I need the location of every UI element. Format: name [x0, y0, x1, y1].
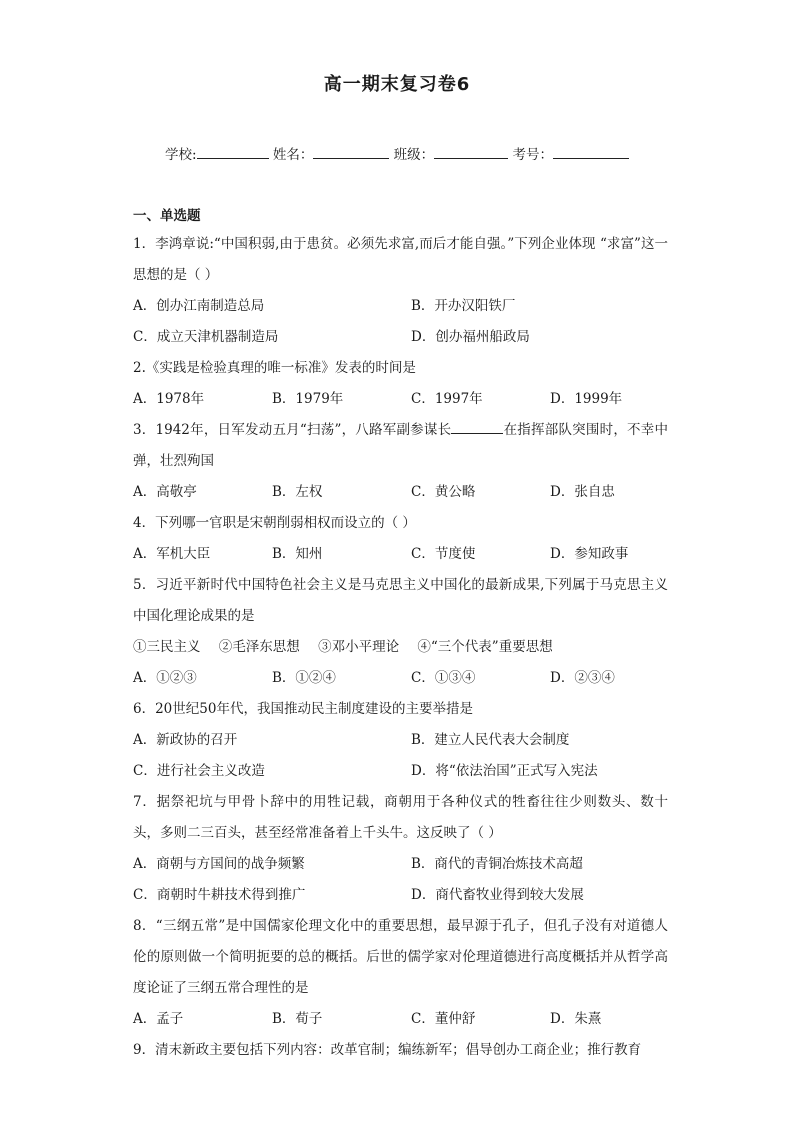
school-label: 学校:	[165, 147, 197, 163]
question-1-options	[133, 291, 693, 322]
question-5-option-c[interactable]: C．①③④	[411, 670, 476, 686]
question-5-item-1: ①三民主义	[133, 639, 201, 655]
page-title: 高一期末复习卷6	[323, 74, 471, 95]
question-2-option-a[interactable]: A．1978年	[133, 391, 205, 407]
question-4-option-d[interactable]: D．参知政事	[550, 546, 629, 562]
question-7-text: 7．据祭祀坑与甲骨卜辞中的用牲记载，商朝用于各种仪式的牲畜往往少则数头、数十头，多则二三百头，甚至经常准备着上千头牛。这反映了（ ）	[133, 794, 668, 841]
question-2-option-c[interactable]: C．1997年	[411, 391, 483, 407]
exam-number-blank[interactable]	[553, 146, 629, 159]
question-2-options	[133, 384, 693, 415]
question-6-options-row2	[133, 756, 693, 787]
question-5-items	[133, 632, 668, 663]
question-1-option-a[interactable]: A．创办江南制造总局	[133, 298, 265, 314]
question-5-item-2: ②毛泽东思想	[218, 639, 300, 655]
question-9-text: 9．清末新政主要包括下列内容：改革官制；编练新军；倡导创办工商企业；推行教育	[133, 1042, 642, 1058]
question-4-option-b[interactable]: B．知州	[272, 546, 323, 562]
question-7-option-a[interactable]: A．商朝与方国间的战争频繁	[133, 856, 305, 872]
question-3-options	[133, 477, 693, 508]
question-6-options	[133, 725, 693, 756]
question-7-option-c[interactable]: C．商朝时牛耕技术得到推广	[133, 887, 306, 903]
question-6-option-d[interactable]: D．将“依法治国”正式写入宪法	[411, 763, 598, 779]
question-4-text: 4．下列哪一官职是宋朝削弱相权而设立的（ ）	[133, 515, 416, 531]
question-1-text: 1．李鸿章说:“中国积弱,由于患贫。必须先求富,而后才能自强。”下列企业体现 “求富”这一思想的是（ ）	[133, 236, 668, 283]
class-blank[interactable]	[434, 146, 508, 159]
question-1-options-row2	[133, 322, 693, 353]
question-3-answer-blank[interactable]	[451, 419, 503, 434]
question-1-option-c[interactable]: C．成立天津机器制造局	[133, 329, 279, 345]
question-3-text	[133, 415, 668, 477]
question-list	[133, 205, 668, 1066]
question-3-option-d[interactable]: D．张自忠	[550, 484, 615, 500]
question-1-option-b[interactable]: B．开办汉阳铁厂	[411, 298, 516, 314]
question-2-text: 2.《实践是检验真理的唯一标准》发表的时间是	[133, 360, 416, 376]
class-label: 班级：	[393, 147, 435, 163]
question-5-option-d[interactable]: D．②③④	[550, 670, 615, 686]
question-6-option-a[interactable]: A．新政协的召开	[133, 732, 238, 748]
exam-number-label: 考号：	[512, 147, 553, 163]
question-7-options	[133, 849, 693, 880]
question-6-option-b[interactable]: B．建立人民代表大会制度	[411, 732, 570, 748]
question-7-options-row2	[133, 880, 693, 911]
name-blank[interactable]	[313, 146, 389, 159]
question-4-option-a[interactable]: A．军机大臣	[133, 546, 211, 562]
question-7-option-d[interactable]: D．商代畜牧业得到较大发展	[411, 887, 584, 903]
question-6-option-c[interactable]: C．进行社会主义改造	[133, 763, 265, 779]
question-8-text: 8．“三纲五常”是中国儒家伦理文化中的重要思想，最早源于孔子，但孔子没有对道德人伦的原则做一个简明扼要的总的概括。后世的儒学家对伦理道德进行高度概括并从哲学高度论证了三纲五常合理性的是	[133, 918, 668, 996]
question-4-option-c[interactable]: C．节度使	[411, 546, 476, 562]
question-2-option-d[interactable]: D．1999年	[550, 391, 623, 407]
question-5-text: 5．习近平新时代中国特色社会主义是马克思主义中国化的最新成果,下列属于马克思主义中国化理论成果的是	[133, 577, 668, 624]
question-8-option-d[interactable]: D．朱熹	[550, 1011, 602, 1027]
school-blank[interactable]	[197, 146, 269, 159]
question-3-text-after: 在指挥部队突围时，不幸中弹，壮烈殉国	[133, 422, 669, 469]
question-8-option-c[interactable]: C．董仲舒	[411, 1011, 476, 1027]
question-4-options	[133, 539, 693, 570]
question-1-option-d[interactable]: D．创办福州船政局	[411, 329, 530, 345]
question-3-option-a[interactable]: A．高敬亭	[133, 484, 197, 500]
section-heading: 一、单选题	[133, 208, 201, 224]
question-3-option-c[interactable]: C．黄公略	[411, 484, 476, 500]
question-7-option-b[interactable]: B．商代的青铜冶炼技术高超	[411, 856, 583, 872]
question-5-item-4: ④“三个代表”重要思想	[417, 639, 553, 655]
question-2-option-b[interactable]: B．1979年	[272, 391, 344, 407]
question-3-text-before: 3．1942年，日军发动五月“扫荡”，八路军副参谋长	[133, 422, 452, 438]
question-5-option-a[interactable]: A．①②③	[133, 670, 197, 686]
name-label: 姓名：	[272, 147, 314, 163]
question-6-text: 6．20世纪50年代，我国推动民主制度建设的主要举措是	[133, 701, 473, 717]
student-info-row	[165, 143, 629, 163]
question-8-option-b[interactable]: B．荀子	[272, 1011, 323, 1027]
question-8-option-a[interactable]: A．孟子	[133, 1011, 184, 1027]
question-5-item-3: ③邓小平理论	[318, 639, 400, 655]
question-3-option-b[interactable]: B．左权	[272, 484, 323, 500]
question-5-options	[133, 663, 693, 694]
question-5-option-b[interactable]: B．①②④	[272, 670, 336, 686]
question-8-options	[133, 1004, 693, 1035]
